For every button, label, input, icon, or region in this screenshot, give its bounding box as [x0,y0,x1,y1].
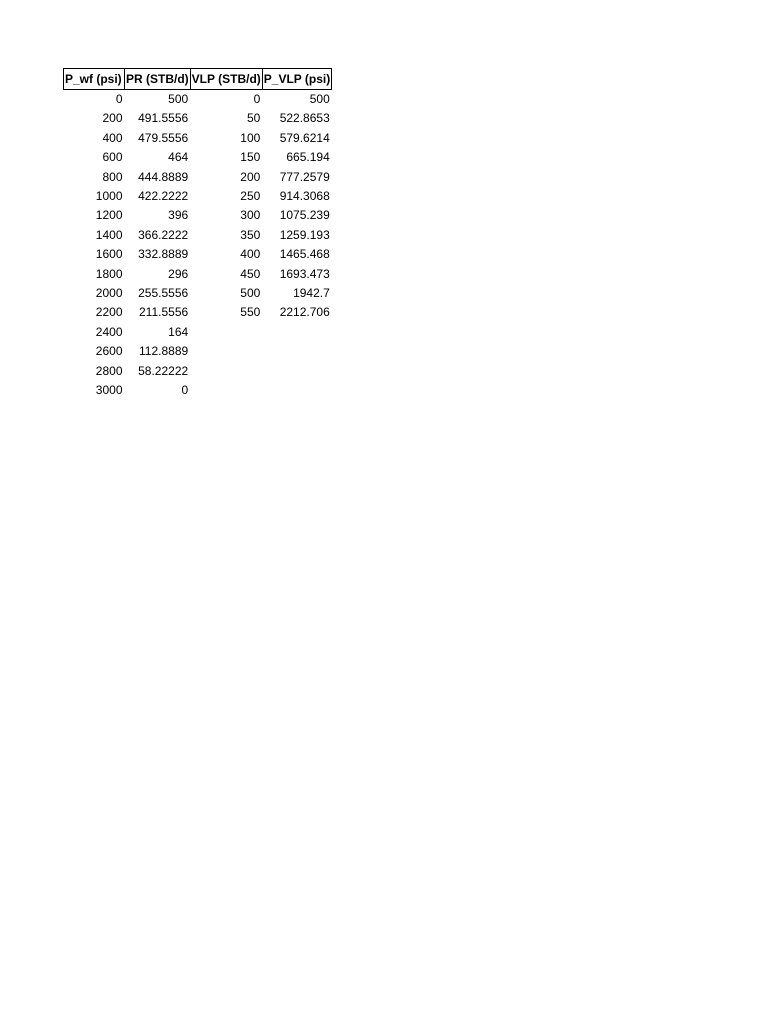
table-row [64,342,332,361]
cell-vlp[interactable]: 400 [240,247,261,262]
cell-pr[interactable]: 164 [168,324,189,339]
cell-vlp[interactable]: 350 [240,227,261,242]
cell-pr[interactable]: 296 [168,266,189,281]
cell-vlp[interactable]: 550 [240,305,261,320]
cell-vlp[interactable]: 300 [240,208,261,223]
header-vlp[interactable]: VLP (STB/d) [190,69,262,90]
table-row [64,284,332,303]
cell-pwf[interactable]: 1200 [95,208,123,223]
cell-pr[interactable]: 255.5556 [138,286,189,301]
table-row [64,265,332,284]
cell-pr[interactable]: 464 [168,150,189,165]
cell-pwf[interactable]: 3000 [95,383,123,398]
cell-pvlp[interactable]: 522.8653 [279,111,330,126]
cell-pvlp[interactable]: 665.194 [286,150,330,165]
cell-pwf[interactable]: 0 [115,92,123,106]
cell-pwf[interactable]: 1800 [95,266,123,281]
table-row [64,245,332,264]
cell-pwf[interactable]: 200 [102,111,123,126]
cell-pr[interactable]: 58.22222 [138,363,189,378]
table-row [64,109,332,128]
cell-pvlp[interactable] [262,323,331,342]
cell-vlp[interactable]: 450 [240,266,261,281]
cell-pwf[interactable]: 2200 [95,305,123,320]
table-row [64,168,332,187]
cell-pwf[interactable]: 600 [102,150,123,165]
cell-vlp[interactable]: 150 [240,150,261,165]
cell-vlp[interactable]: 0 [253,92,261,106]
cell-pr[interactable]: 491.5556 [138,111,189,126]
cell-vlp[interactable]: 500 [240,286,261,301]
data-table [63,68,332,401]
cell-pvlp[interactable]: 777.2579 [279,169,330,184]
cell-vlp[interactable] [190,342,262,361]
table-row [64,187,332,206]
table-body [64,90,332,401]
cell-vlp[interactable]: 100 [240,130,261,145]
table-row [64,362,332,381]
cell-vlp[interactable] [190,323,262,342]
cell-pvlp[interactable]: 1075.239 [279,208,330,223]
cell-pwf[interactable]: 2800 [95,363,123,378]
table-row [64,129,332,148]
header-pvlp[interactable]: P_VLP (psi) [262,69,331,90]
table-row [64,226,332,245]
cell-pwf[interactable]: 2400 [95,324,123,339]
header-pwf[interactable]: P_wf (psi) [64,69,125,90]
cell-pr[interactable]: 479.5556 [138,130,189,145]
table-row [64,381,332,400]
table-row [64,303,332,322]
cell-vlp[interactable] [190,381,262,400]
cell-pvlp[interactable]: 1259.193 [279,227,330,242]
header-pr[interactable]: PR (STB/d) [125,69,191,90]
table-row [64,90,332,110]
cell-pr[interactable]: 112.8889 [139,344,189,359]
cell-pr[interactable]: 500 [168,92,189,106]
cell-pvlp[interactable] [262,362,331,381]
cell-pvlp[interactable] [262,381,331,400]
cell-pvlp[interactable]: 1465.468 [279,247,330,262]
cell-pvlp[interactable]: 579.6214 [279,130,330,145]
cell-vlp[interactable]: 50 [246,111,261,126]
header-row [64,69,332,90]
cell-pr[interactable]: 444.8889 [138,169,189,184]
cell-pwf[interactable]: 1000 [95,189,123,204]
cell-pvlp[interactable]: 1942.7 [293,286,330,301]
cell-pwf[interactable]: 1600 [95,247,123,262]
cell-pr[interactable]: 396 [168,208,189,223]
cell-pvlp[interactable]: 914.3068 [279,189,330,204]
cell-pr[interactable]: 422.2222 [138,189,189,204]
table-row [64,206,332,225]
cell-pwf[interactable]: 400 [102,130,123,145]
cell-pvlp[interactable]: 1693.473 [279,266,330,281]
cell-pr[interactable]: 211.5556 [139,305,189,320]
cell-vlp[interactable] [190,362,262,381]
cell-pvlp[interactable] [262,342,331,361]
cell-pwf[interactable]: 2600 [95,344,123,359]
cell-pr[interactable]: 332.8889 [138,247,189,262]
cell-pvlp[interactable]: 500 [309,92,330,106]
cell-vlp[interactable]: 200 [240,169,261,184]
table-row [64,148,332,167]
cell-pwf[interactable]: 800 [102,169,123,184]
cell-pr[interactable]: 0 [181,383,189,398]
cell-pwf[interactable]: 1400 [95,227,123,242]
cell-pvlp[interactable]: 2212.706 [279,305,330,320]
cell-pwf[interactable]: 2000 [95,286,123,301]
cell-pr[interactable]: 366.2222 [138,227,189,242]
cell-vlp[interactable]: 250 [240,189,261,204]
table-row [64,323,332,342]
